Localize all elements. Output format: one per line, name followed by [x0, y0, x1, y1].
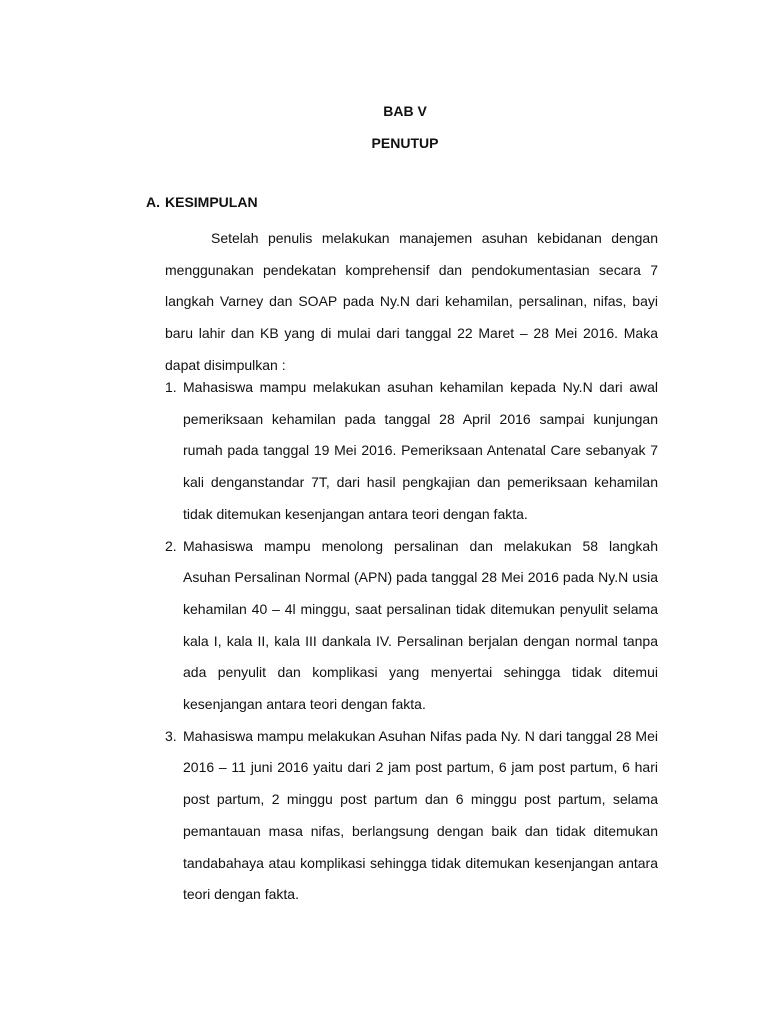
section-title: KESIMPULAN [165, 194, 258, 210]
conclusion-item-number: 2. [165, 537, 177, 554]
conclusion-item-number: 3. [165, 727, 177, 744]
conclusion-item-text: Mahasiswa mampu melakukan asuhan kehamilan kepada Ny.N dari awal pemeriksaan kehamilan pada tanggal 28 April 2016 sampai kunjungan rumah pada tanggal 19 Mei 2016. Pemeriksaan Antenatal Care sebanyak 7 kali denganstandar 7T, dari hasil pengkajian dan pemeriksaan kehamilan tidak ditemukan kesenjangan antara teori dengan fakta. [183, 379, 658, 522]
conclusion-item-text: Mahasiswa mampu menolong persalinan dan melakukan 58 langkah Asuhan Persalinan Normal (APN) pada tanggal 28 Mei 2016 pada Ny.N usia kehamilan 40 – 4l minggu, saat persalinan tidak ditemukan penyulit selama kala I, kala II, kala III dankala IV. Persalinan berjalan dengan normal tanpa ada penyulit dan komplikasi yang menyertai sehingga tidak ditemui kesenjangan antara teori dengan fakta. [183, 537, 658, 713]
conclusion-item [165, 531, 658, 721]
section-letter: A. [146, 194, 160, 210]
chapter-number: BAB V [383, 103, 427, 119]
conclusion-item [165, 721, 658, 911]
conclusion-item-number: 1. [165, 379, 177, 395]
section-heading [146, 194, 258, 210]
conclusion-list [165, 372, 658, 911]
chapter-title: PENUTUP [371, 135, 439, 151]
conclusion-item [165, 372, 658, 531]
conclusion-item-text: Mahasiswa mampu melakukan Asuhan Nifas pada Ny. N dari tanggal 28 Mei 2016 – 11 juni 2016 yaitu dari 2 jam post partum, 6 jam post partum, 6 hari post partum, 2 minggu post partum dan 6 minggu post partum, selama pemantauan masa nifas, berlangsung dengan baik dan tidak ditemukan tandabahaya atau komplikasi sehingga tidak ditemukan kesenjangan antara teori dengan fakta. [183, 727, 658, 903]
intro-paragraph: Setelah penulis melakukan manajemen asuhan kebidanan dengan menggunakan pendekatan komprehensif dan pendokumentasian secara 7 langkah Varney dan SOAP pada Ny.N dari kehamilan, persalinan, nifas, bayi baru lahir dan KB yang di mulai dari tanggal 22 Maret – 28 Mei 2016. Maka dapat disimpulkan : [165, 230, 658, 373]
